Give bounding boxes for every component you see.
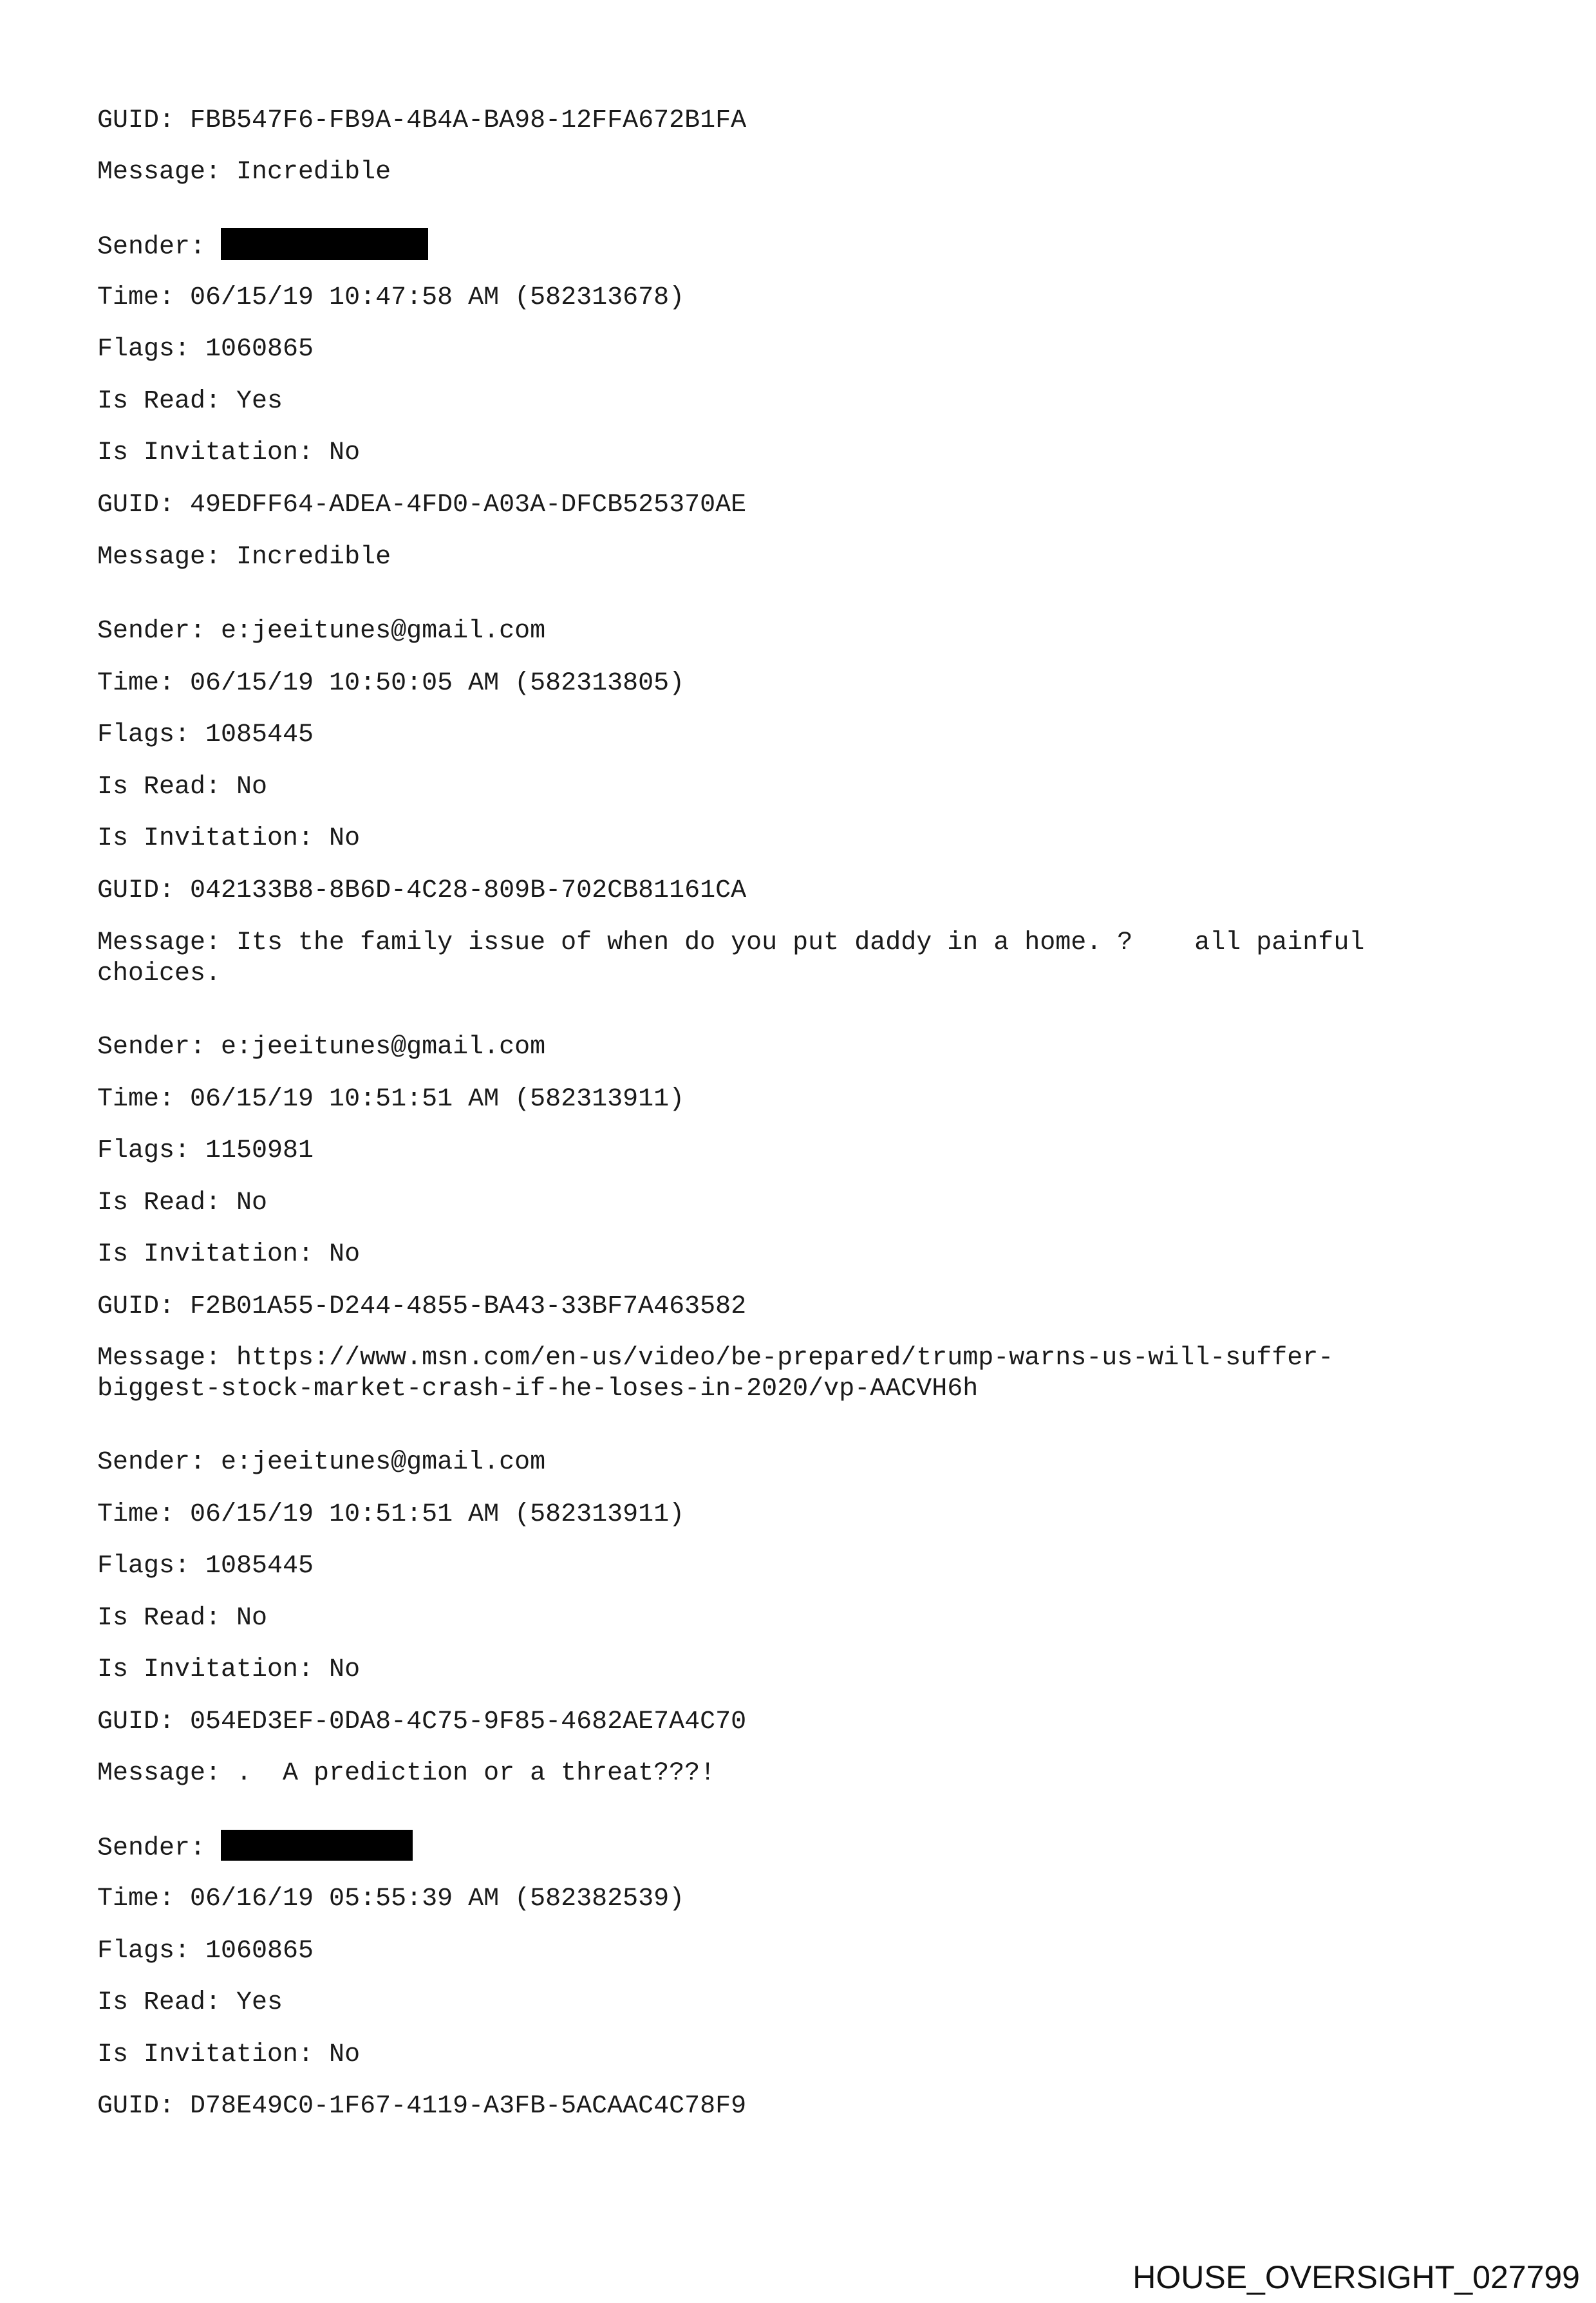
is-read-line: Is Read: Yes <box>97 387 283 416</box>
flags-line: Flags: 1060865 <box>97 335 314 364</box>
flags-line: Flags: 1150981 <box>97 1136 314 1165</box>
is-invitation-line: Is Invitation: No <box>97 1240 361 1269</box>
guid-line: GUID: 054ED3EF-0DA8-4C75-9F85-4682AE7A4C70 <box>97 1707 747 1736</box>
sender-line: Sender: e:jeeitunes@gmail.com <box>97 1033 546 1062</box>
sender-label: Sender: <box>97 1834 221 1863</box>
sender-label: Sender: <box>97 232 221 262</box>
sender-line: Sender: e:jeeitunes@gmail.com <box>97 1448 546 1477</box>
redaction-block <box>221 228 428 260</box>
is-read-line: Is Read: No <box>97 1604 268 1633</box>
is-invitation-line: Is Invitation: No <box>97 1655 361 1684</box>
is-invitation-line: Is Invitation: No <box>97 438 361 467</box>
guid-line: GUID: FBB547F6-FB9A-4B4A-BA98-12FFA672B1FA <box>97 106 747 135</box>
is-invitation-line: Is Invitation: No <box>97 2040 361 2069</box>
bates-number: HOUSE_OVERSIGHT_027799 <box>1132 2259 1580 2295</box>
sender-line <box>97 1832 413 1865</box>
flags-line: Flags: 1085445 <box>97 720 314 749</box>
message-line-continued: biggest-stock-market-crash-if-he-loses-in-2020/vp-AACVH6h <box>97 1375 979 1404</box>
message-line: Message: . A prediction or a threat???! <box>97 1759 716 1788</box>
time-line: Time: 06/15/19 10:51:51 AM (582313911) <box>97 1500 685 1529</box>
guid-line: GUID: F2B01A55-D244-4855-BA43-33BF7A463582 <box>97 1292 747 1321</box>
message-line-continued: choices. <box>97 959 221 988</box>
message-line: Message: Incredible <box>97 543 391 572</box>
is-read-line: Is Read: No <box>97 1189 268 1217</box>
guid-line: GUID: 49EDFF64-ADEA-4FD0-A03A-DFCB525370AE <box>97 491 747 520</box>
time-line: Time: 06/15/19 10:51:51 AM (582313911) <box>97 1085 685 1114</box>
flags-line: Flags: 1085445 <box>97 1552 314 1581</box>
time-line: Time: 06/15/19 10:47:58 AM (582313678) <box>97 283 685 312</box>
time-line: Time: 06/15/19 10:50:05 AM (582313805) <box>97 669 685 698</box>
time-line: Time: 06/16/19 05:55:39 AM (582382539) <box>97 1885 685 1913</box>
message-line: Message: https://www.msn.com/en-us/video/be-prepared/trump-warns-us-will-suffer- <box>97 1344 1334 1373</box>
sender-line: Sender: e:jeeitunes@gmail.com <box>97 617 546 646</box>
is-read-line: Is Read: Yes <box>97 1988 283 2017</box>
guid-line: GUID: 042133B8-8B6D-4C28-809B-702CB81161CA <box>97 876 747 905</box>
message-line: Message: Incredible <box>97 158 391 187</box>
is-invitation-line: Is Invitation: No <box>97 824 361 853</box>
sender-line <box>97 230 428 263</box>
is-read-line: Is Read: No <box>97 773 268 802</box>
redaction-block <box>221 1830 413 1861</box>
guid-line: GUID: D78E49C0-1F67-4119-A3FB-5ACAAC4C78F9 <box>97 2092 747 2121</box>
flags-line: Flags: 1060865 <box>97 1937 314 1966</box>
message-line: Message: Its the family issue of when do you put daddy in a home. ? all painful <box>97 928 1365 957</box>
